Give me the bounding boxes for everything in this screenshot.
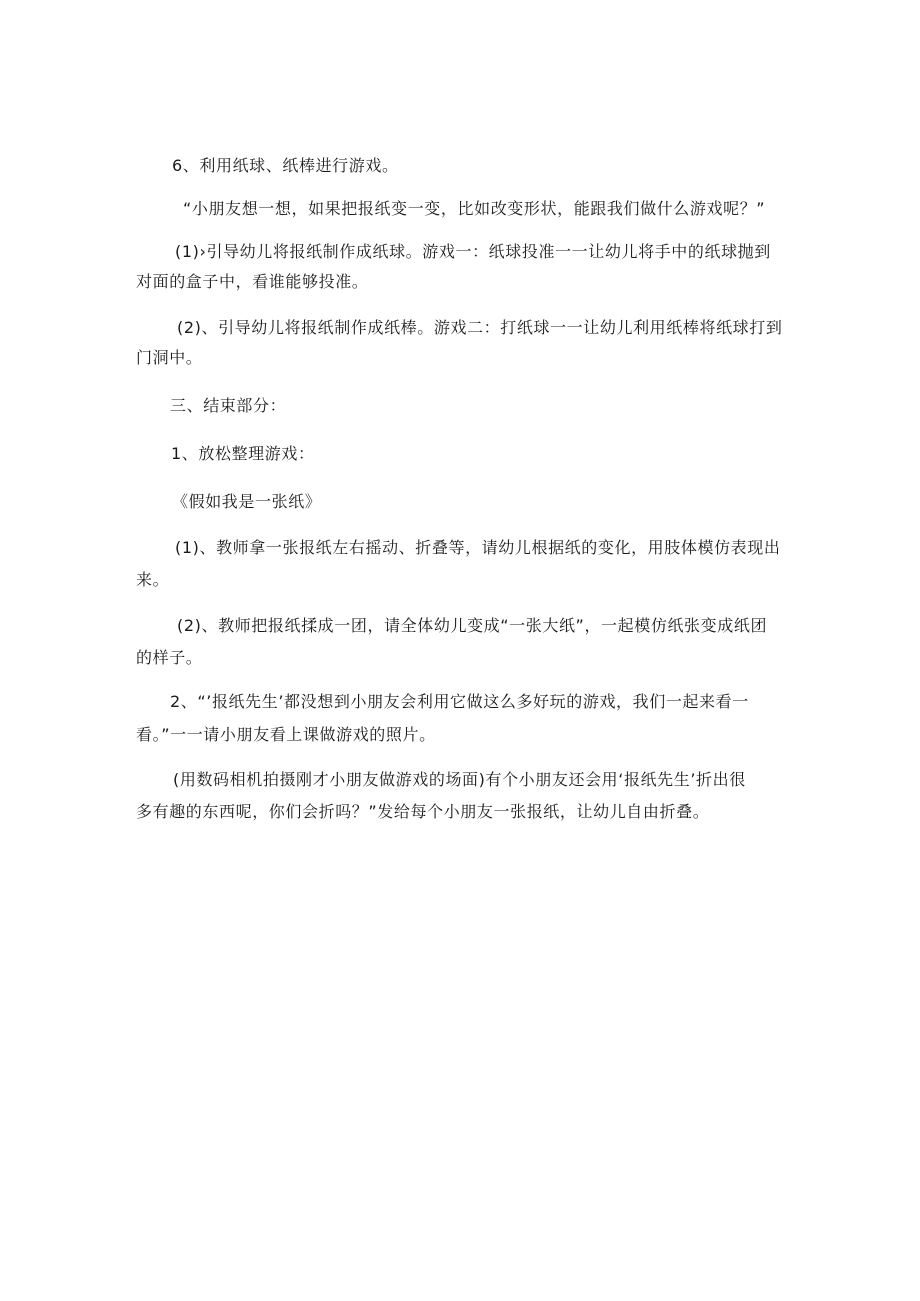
text-line-2: “小朋友想一想，如果把报纸变一变，比如改变形状，能跟我们做什么游戏呢？”: [183, 199, 766, 218]
text-line-6: 门洞中。: [136, 348, 203, 367]
text-line-7: 三、结束部分：: [170, 396, 287, 415]
text-line-9: 《假如我是一张纸》: [172, 492, 322, 511]
text-line-8: 1、放松整理游戏：: [171, 444, 315, 463]
text-line-5: (2)、引导幼儿将报纸制作成纸棒。游戏二：打纸球一一让幼儿利用纸棒将纸球打到: [177, 318, 783, 337]
text-line-14: 2、“’报纸先生’都没想到小朋友会利用它做这么多好玩的游戏，我们一起来看一: [170, 692, 749, 711]
text-line-3: (1)›引导幼儿将报纸制作成纸球。游戏一：纸球投准一一让幼儿将手中的纸球抛到: [175, 242, 771, 261]
text-line-13: 的样子。: [136, 648, 203, 667]
text-line-4: 对面的盒子中，看谁能够投准。: [136, 272, 369, 291]
text-line-1: 6、利用纸球、纸棒进行游戏。: [172, 156, 399, 175]
text-line-11: 来。: [136, 570, 170, 589]
text-line-10: (1)、教师拿一张报纸左右摇动、折叠等，请幼儿根据纸的变化，用肢体模仿表现出: [175, 538, 781, 557]
text-line-16: (用数码相机拍摄刚才小朋友做游戏的场面)有个小朋友还会用‘报纸先生’折出很: [173, 770, 746, 789]
text-line-12: (2)、教师把报纸揉成一团，请全体幼儿变成“一张大纸”，一起模仿纸张变成纸团: [177, 616, 768, 635]
text-line-17: 多有趣的东西呢，你们会折吗？”发给每个小朋友一张报纸，让幼儿自由折叠。: [136, 802, 710, 821]
text-line-15: 看。”一一请小朋友看上课做游戏的照片。: [136, 725, 436, 744]
